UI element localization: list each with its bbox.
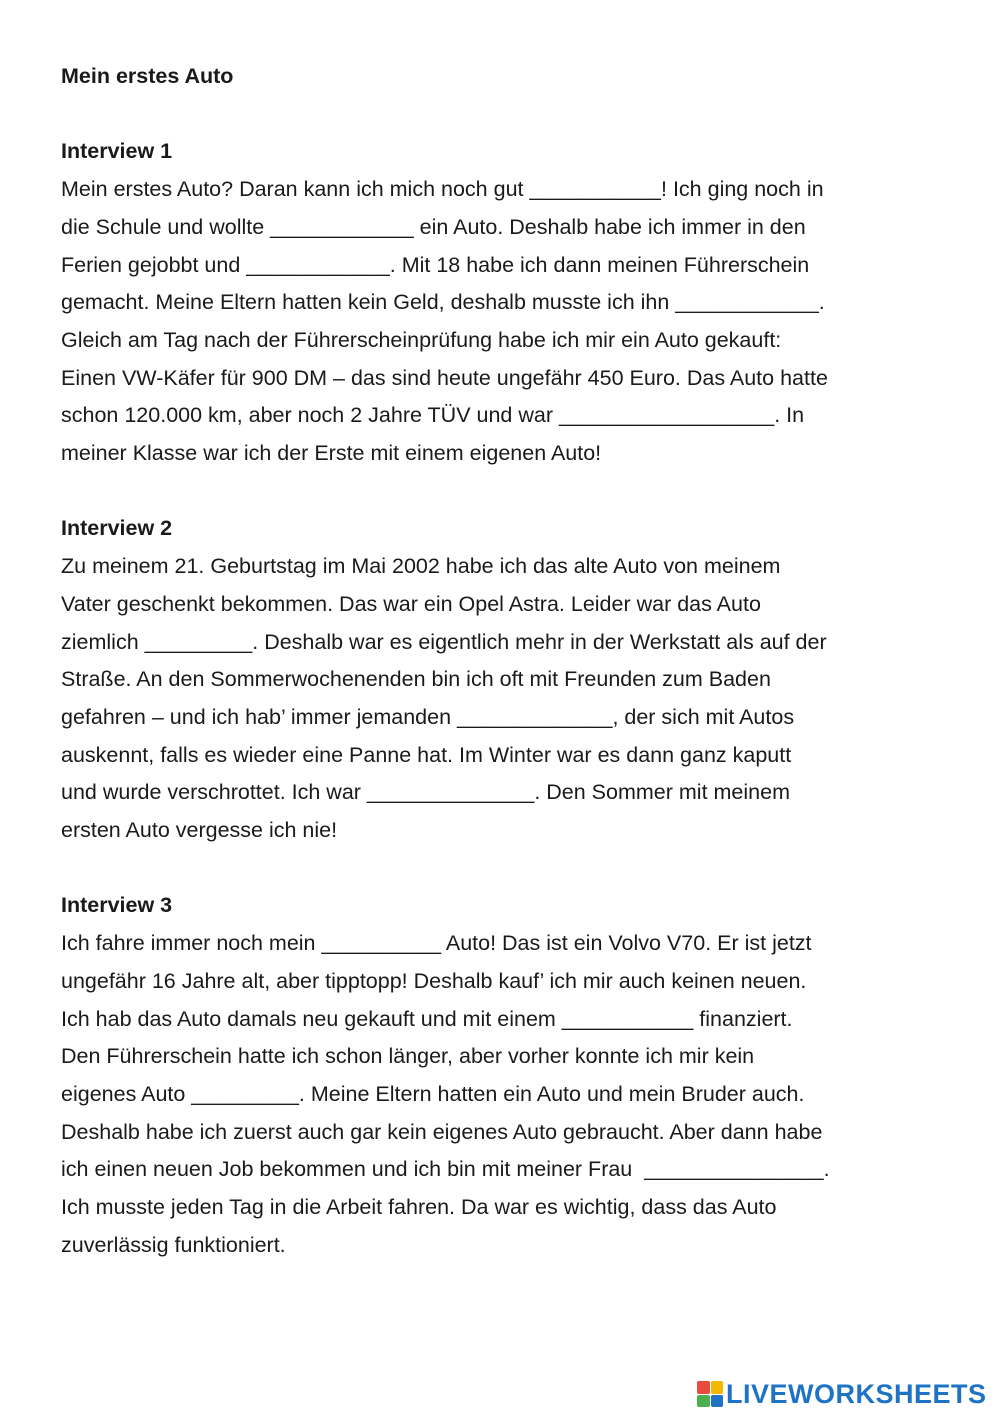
text-line: gefahren – und ich hab’ immer jemanden _____________, der sich mit Autos xyxy=(61,704,795,729)
page-title: Mein erstes Auto xyxy=(61,64,234,88)
text-line: Den Führerschein hatte ich schon länger, aber vorher konnte ich mir kein xyxy=(61,1044,755,1069)
text-line: Ich hab das Auto damals neu gekauft und mit einem ___________ finanziert. xyxy=(61,1006,793,1031)
text-line: Ferien gejobbt und ____________. Mit 18 habe ich dann meinen Führerschein xyxy=(61,252,810,277)
section-heading: Interview 2 xyxy=(61,516,173,541)
text-line: Ich musste jeden Tag in die Arbeit fahren. Da war es wichtig, dass das Auto xyxy=(61,1195,777,1220)
worksheet-page xyxy=(61,58,961,1264)
text-line: Ich fahre immer noch mein __________ Auto! Das ist ein Volvo V70. Er ist jetzt xyxy=(61,931,812,956)
interview-section-1 xyxy=(61,133,961,472)
text-line: ersten Auto vergesse ich nie! xyxy=(61,818,338,843)
section-heading: Interview 3 xyxy=(61,893,173,918)
text-line: und wurde verschrottet. Ich war ______________. Den Sommer mit meinem xyxy=(61,780,790,805)
logo-text: LIVEWORKSHEETS xyxy=(726,1378,987,1409)
text-line: Mein erstes Auto? Daran kann ich mich noch gut ___________! Ich ging noch in xyxy=(61,177,824,202)
text-line: Straße. An den Sommerwochenenden bin ich oft mit Freunden zum Baden xyxy=(61,667,771,692)
text-line: Einen VW-Käfer für 900 DM – das sind heute ungefähr 450 Euro. Das Auto hatte xyxy=(61,365,828,390)
text-line: eigenes Auto _________. Meine Eltern hatten ein Auto und mein Bruder auch. xyxy=(61,1081,805,1106)
text-line: meiner Klasse war ich der Erste mit einem eigenen Auto! xyxy=(61,441,602,466)
interview-section-3 xyxy=(61,887,961,1264)
text-line: ziemlich _________. Deshalb war es eigentlich mehr in der Werkstatt als auf der xyxy=(61,629,827,654)
liveworksheets-logo-icon xyxy=(697,1381,723,1407)
text-line: ungefähr 16 Jahre alt, aber tipptopp! Deshalb kauf’ ich mir auch keinen neuen. xyxy=(61,968,807,993)
text-line: schon 120.000 km, aber noch 2 Jahre TÜV und war __________________. In xyxy=(61,403,805,428)
liveworksheets-logo xyxy=(697,1376,987,1412)
text-line: ich einen neuen Job bekommen und ich bin mit meiner Frau _______________. xyxy=(61,1157,830,1182)
text-line: Zu meinem 21. Geburtstag im Mai 2002 habe ich das alte Auto von meinem xyxy=(61,554,781,579)
text-line: Vater geschenkt bekommen. Das war ein Opel Astra. Leider war das Auto xyxy=(61,591,761,616)
text-line: gemacht. Meine Eltern hatten kein Geld, deshalb musste ich ihn ____________. xyxy=(61,290,825,315)
interview-section-2 xyxy=(61,510,961,849)
section-heading: Interview 1 xyxy=(61,139,173,164)
text-line: die Schule und wollte ____________ ein Auto. Deshalb habe ich immer in den xyxy=(61,214,806,239)
text-line: Deshalb habe ich zuerst auch gar kein eigenes Auto gebraucht. Aber dann habe xyxy=(61,1119,823,1144)
text-line: auskennt, falls es wieder eine Panne hat. Im Winter war es dann ganz kaputt xyxy=(61,742,792,767)
text-line: zuverlässig funktioniert. xyxy=(61,1232,286,1257)
text-line: Gleich am Tag nach der Führerscheinprüfung habe ich mir ein Auto gekauft: xyxy=(61,327,782,352)
